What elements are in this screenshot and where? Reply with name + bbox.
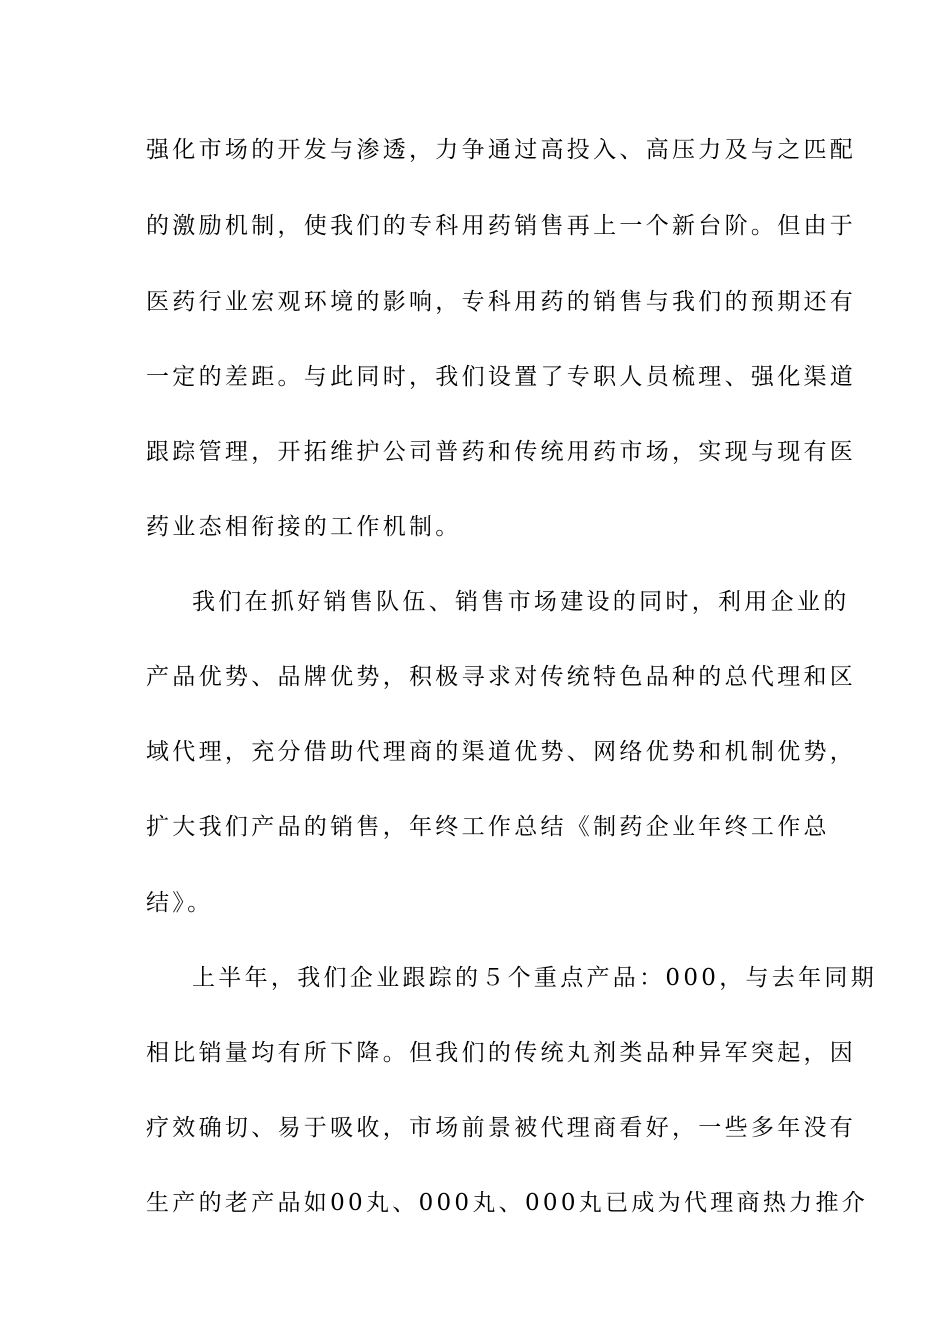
paragraph-2-line-4: 扩大我们产品的销售，年终工作总结《制药企业年终工作总: [146, 814, 830, 840]
paragraph-1-line-1: 强化市场的开发与渗透，力争通过高投入、高压力及与之匹配: [146, 137, 857, 163]
paragraph-2-line-3: 域代理，充分借助代理商的渠道优势、网络优势和机制优势，: [146, 739, 857, 765]
paragraph-3-line-3: 疗效确切、易于吸收，市场前景被代理商看好，一些多年没有: [146, 1115, 857, 1141]
paragraph-1-line-2: 的激励机制，使我们的专科用药销售再上一个新台阶。但由于: [146, 213, 857, 239]
paragraph-3-line-4: 生产的老产品如00丸、000丸、000丸已成为代理商热力推介: [146, 1190, 869, 1216]
paragraph-1-line-6: 药业态相衔接的工作机制。: [146, 514, 462, 540]
paragraph-2-line-1: 我们在抓好销售队伍、销售市场建设的同时，利用企业的: [192, 589, 850, 615]
paragraph-2-line-2: 产品优势、品牌优势，积极寻求对传统特色品种的总代理和区: [146, 664, 857, 690]
paragraph-3-line-2: 相比销量均有所下降。但我们的传统丸剂类品种异军突起，因: [146, 1040, 857, 1066]
paragraph-1-line-4: 一定的差距。与此同时，我们设置了专职人员梳理、强化渠道: [146, 364, 857, 390]
paragraph-2-line-5: 结》。: [146, 890, 214, 916]
paragraph-1-line-3: 医药行业宏观环境的影响，专科用药的销售与我们的预期还有: [146, 289, 857, 315]
paragraph-3-line-1: 上半年，我们企业跟踪的５个重点产品：000，与去年同期: [192, 965, 877, 991]
paragraph-1-line-5: 跟踪管理，开拓维护公司普药和传统用药市场，实现与现有医: [146, 439, 857, 465]
